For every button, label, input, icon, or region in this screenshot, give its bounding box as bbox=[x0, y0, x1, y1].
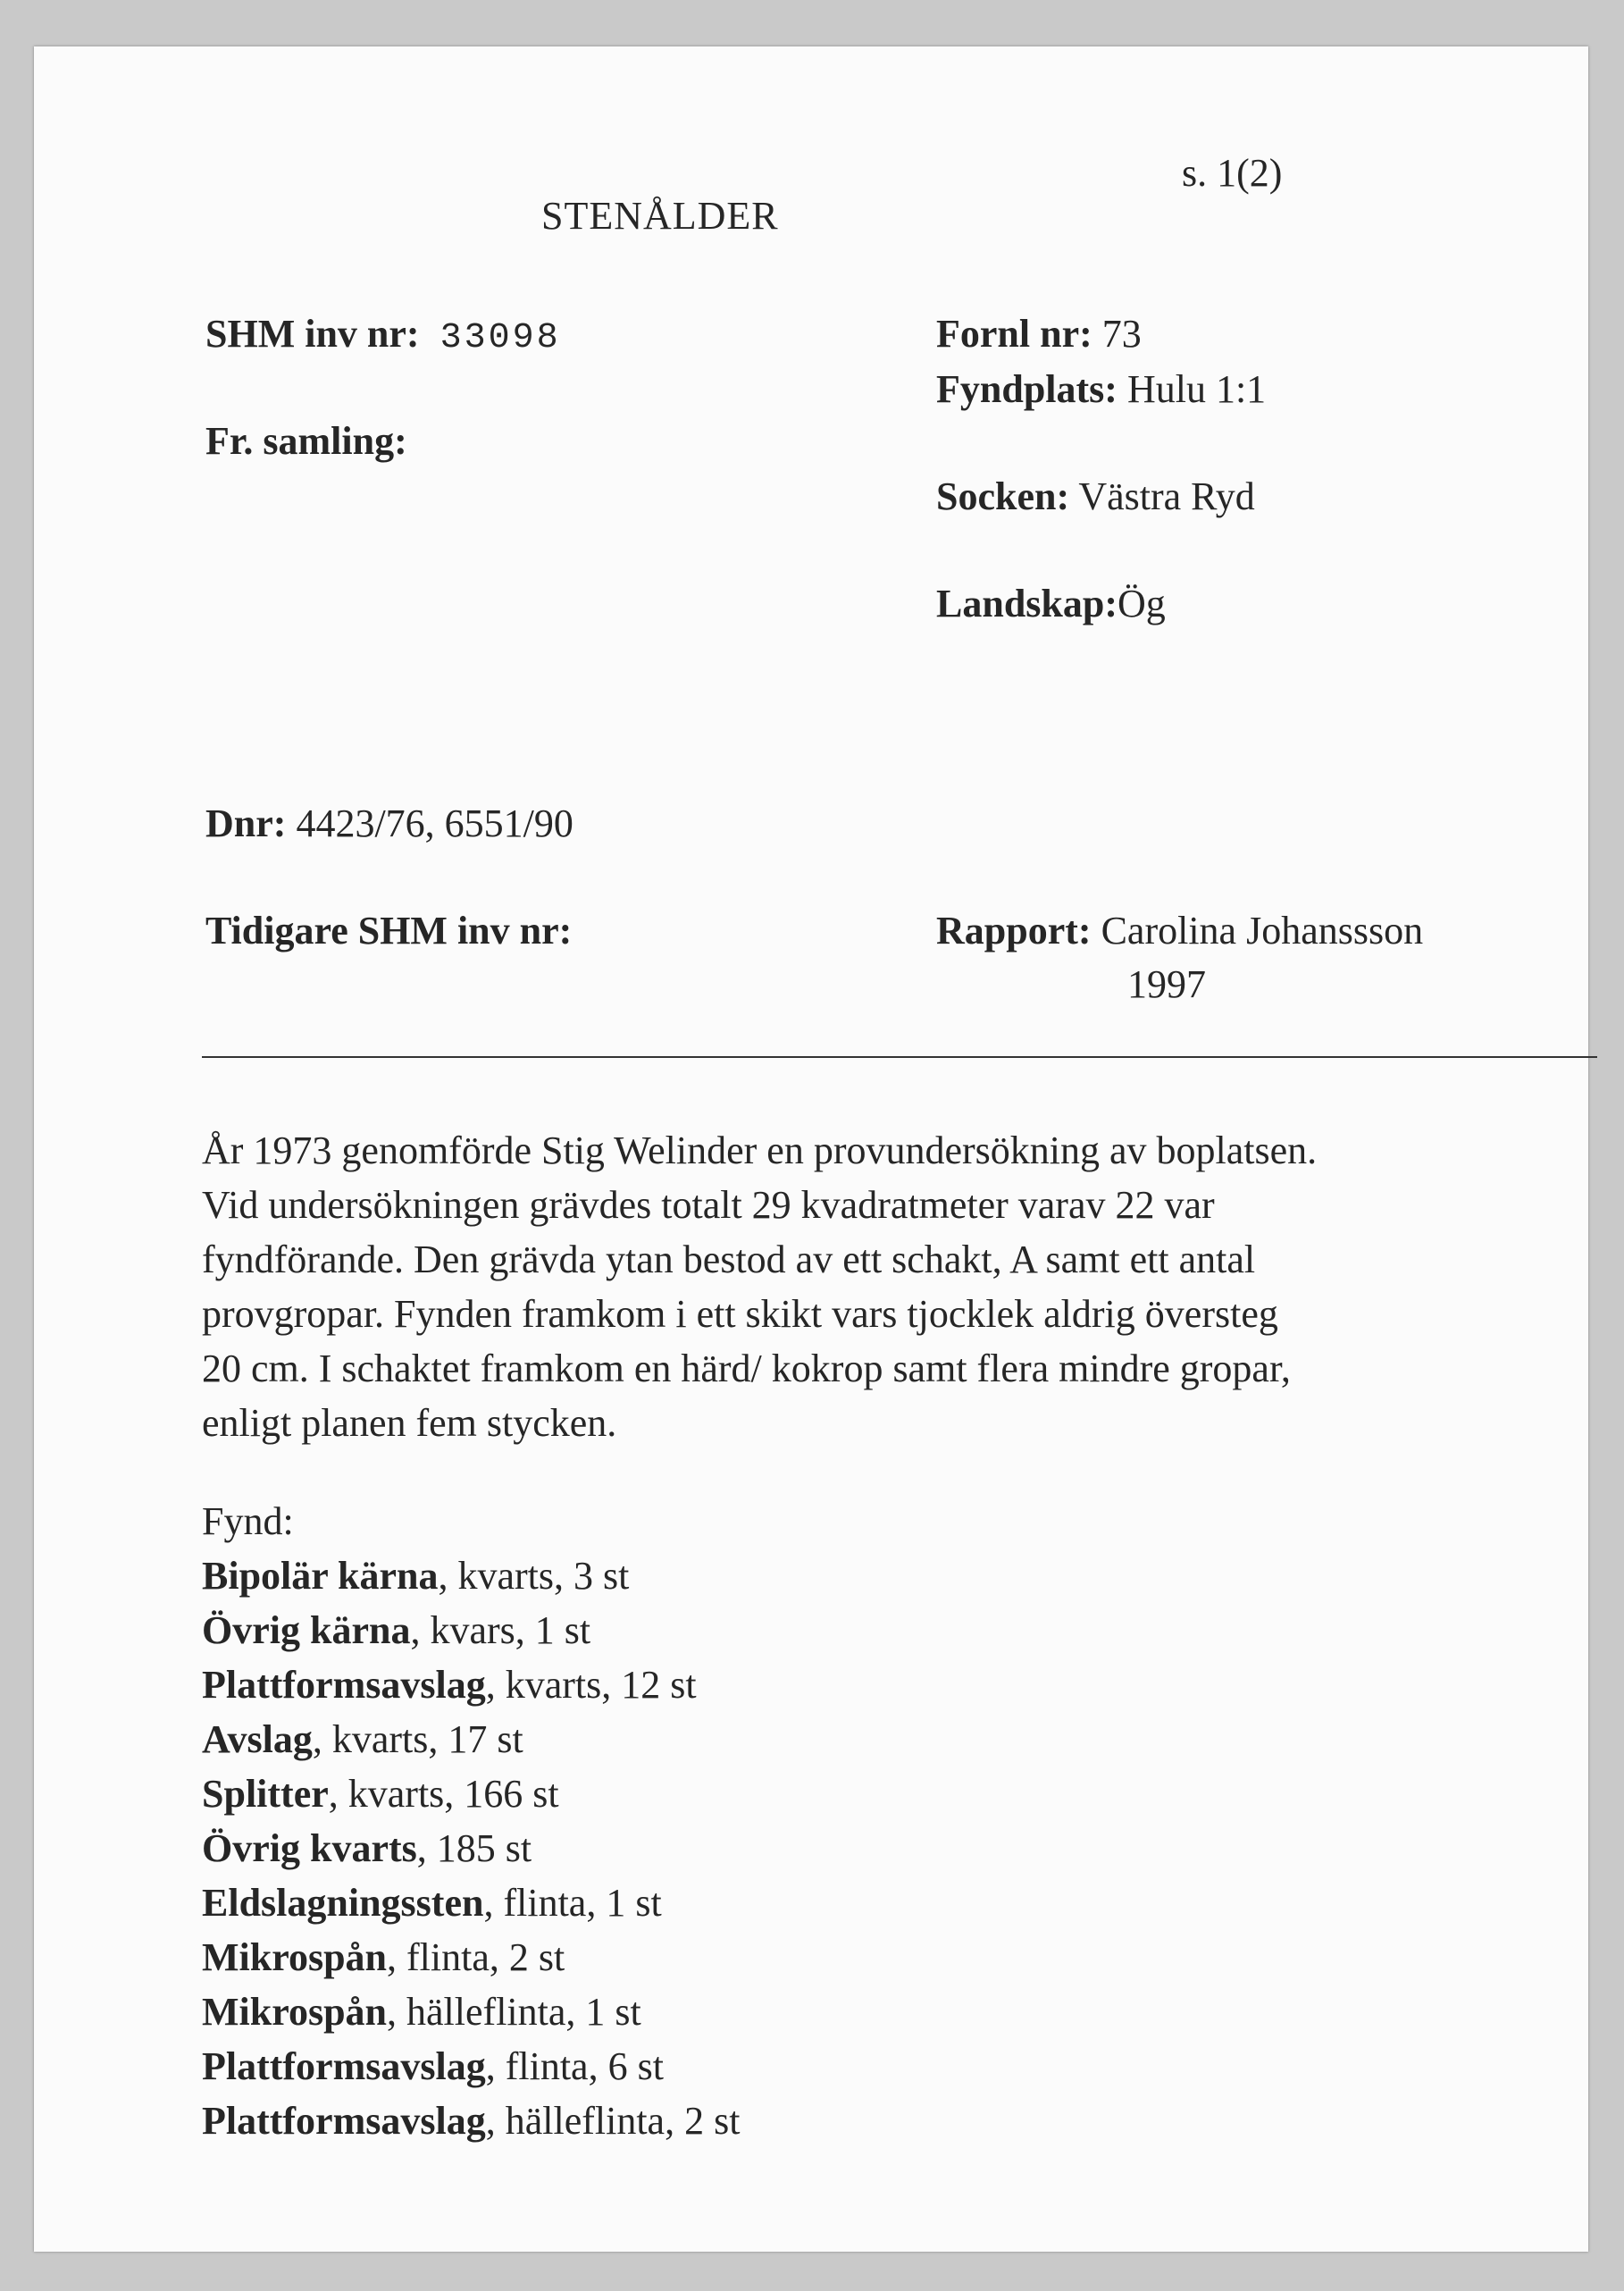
shm-inv-nr-label: SHM inv nr: bbox=[205, 312, 420, 356]
fornl-nr-field bbox=[936, 312, 1142, 356]
fr-samling-label: Fr. samling: bbox=[205, 419, 407, 463]
find-item bbox=[202, 1657, 740, 1712]
shm-inv-nr-value: 33098 bbox=[439, 318, 561, 358]
find-item-detail: , kvarts, 17 st bbox=[312, 1717, 523, 1761]
find-item bbox=[202, 1985, 740, 2039]
find-item-detail: , kvarts, 3 st bbox=[438, 1554, 630, 1598]
fyndplats-label: Fyndplats: bbox=[936, 367, 1118, 411]
find-item-name: Plattformsavslag bbox=[202, 1663, 486, 1707]
rapport-field bbox=[936, 911, 1423, 951]
find-item-name: Mikrospån bbox=[202, 1990, 388, 2034]
page-number: s. 1(2) bbox=[1182, 151, 1283, 195]
find-item-detail: , kvars, 1 st bbox=[410, 1608, 591, 1652]
find-item-detail: , flinta, 1 st bbox=[483, 1881, 662, 1925]
description-line: 20 cm. I schaktet framkom en härd/ kokrop samt flera mindre gropar, bbox=[202, 1347, 1291, 1390]
socken-value: Västra Ryd bbox=[1078, 474, 1255, 518]
find-item-name: Eldslagningssten bbox=[202, 1881, 484, 1925]
find-item bbox=[202, 2094, 740, 2148]
find-item-detail: , 185 st bbox=[416, 1826, 532, 1870]
finds-heading: Fynd: bbox=[202, 1499, 294, 1543]
landskap-value: Ög bbox=[1118, 582, 1166, 625]
find-item-name: Plattformsavslag bbox=[202, 2044, 486, 2088]
document-title: STENÅLDER bbox=[541, 194, 779, 238]
find-item-name: Övrig kärna bbox=[202, 1608, 411, 1652]
find-item-detail: , kvarts, 12 st bbox=[485, 1663, 697, 1707]
rapport-value: Carolina Johanssson bbox=[1101, 909, 1424, 952]
dnr-field bbox=[205, 801, 573, 845]
find-item-name: Splitter bbox=[202, 1772, 329, 1816]
socken-label: Socken: bbox=[936, 474, 1070, 518]
find-item-detail: , hälleflinta, 1 st bbox=[387, 1990, 641, 2034]
tidigare-shm-inv-nr-field bbox=[205, 911, 572, 951]
shm-inv-nr-field bbox=[205, 312, 561, 358]
document-page bbox=[34, 46, 1588, 2252]
find-item bbox=[202, 1930, 740, 1985]
find-item bbox=[202, 1603, 740, 1657]
dnr-label: Dnr: bbox=[205, 801, 287, 845]
find-item-name: Mikrospån bbox=[202, 1935, 388, 1979]
find-item-name: Övrig kvarts bbox=[202, 1826, 417, 1870]
fyndplats-value: Hulu 1:1 bbox=[1126, 367, 1267, 411]
find-item bbox=[202, 1767, 740, 1821]
find-item bbox=[202, 2039, 740, 2094]
fyndplats-field bbox=[936, 367, 1267, 411]
find-item bbox=[202, 1548, 740, 1603]
find-item-name: Bipolär kärna bbox=[202, 1554, 439, 1598]
description-line: fyndförande. Den grävda ytan bestod av ett schakt, A samt ett antal bbox=[202, 1238, 1256, 1281]
fr-samling-field bbox=[205, 419, 407, 463]
find-item-detail: , hälleflinta, 2 st bbox=[485, 2099, 741, 2143]
horizontal-divider bbox=[202, 1056, 1597, 1058]
fornl-nr-label: Fornl nr: bbox=[936, 312, 1092, 356]
rapport-year: 1997 bbox=[1127, 962, 1206, 1006]
finds-list bbox=[202, 1494, 740, 2148]
find-item-detail: , kvarts, 166 st bbox=[328, 1772, 559, 1816]
find-item bbox=[202, 1821, 740, 1876]
find-item-name: Plattformsavslag bbox=[202, 2099, 486, 2143]
description-line: provgropar. Fynden framkom i ett skikt vars tjocklek aldrig översteg bbox=[202, 1292, 1278, 1336]
description-line: Vid undersökningen grävdes totalt 29 kvadratmeter varav 22 var bbox=[202, 1183, 1215, 1227]
description-line: År 1973 genomförde Stig Welinder en provundersökning av boplatsen. bbox=[202, 1129, 1318, 1172]
description-line: enligt planen fem stycken. bbox=[202, 1401, 617, 1445]
rapport-label: Rapport: bbox=[936, 909, 1092, 952]
landskap-label: Landskap: bbox=[936, 582, 1118, 625]
tidigare-shm-inv-nr-label: Tidigare SHM inv nr: bbox=[205, 909, 573, 952]
find-item-name: Avslag bbox=[202, 1717, 313, 1761]
landskap-field bbox=[936, 584, 1166, 624]
description-paragraph bbox=[202, 1123, 1560, 1450]
dnr-value: 4423/76, 6551/90 bbox=[296, 801, 573, 845]
find-item bbox=[202, 1712, 740, 1767]
fornl-nr-value: 73 bbox=[1101, 312, 1142, 356]
find-item-detail: , flinta, 2 st bbox=[387, 1935, 565, 1979]
socken-field bbox=[936, 474, 1255, 518]
find-item-detail: , flinta, 6 st bbox=[485, 2044, 664, 2088]
find-item bbox=[202, 1876, 740, 1930]
